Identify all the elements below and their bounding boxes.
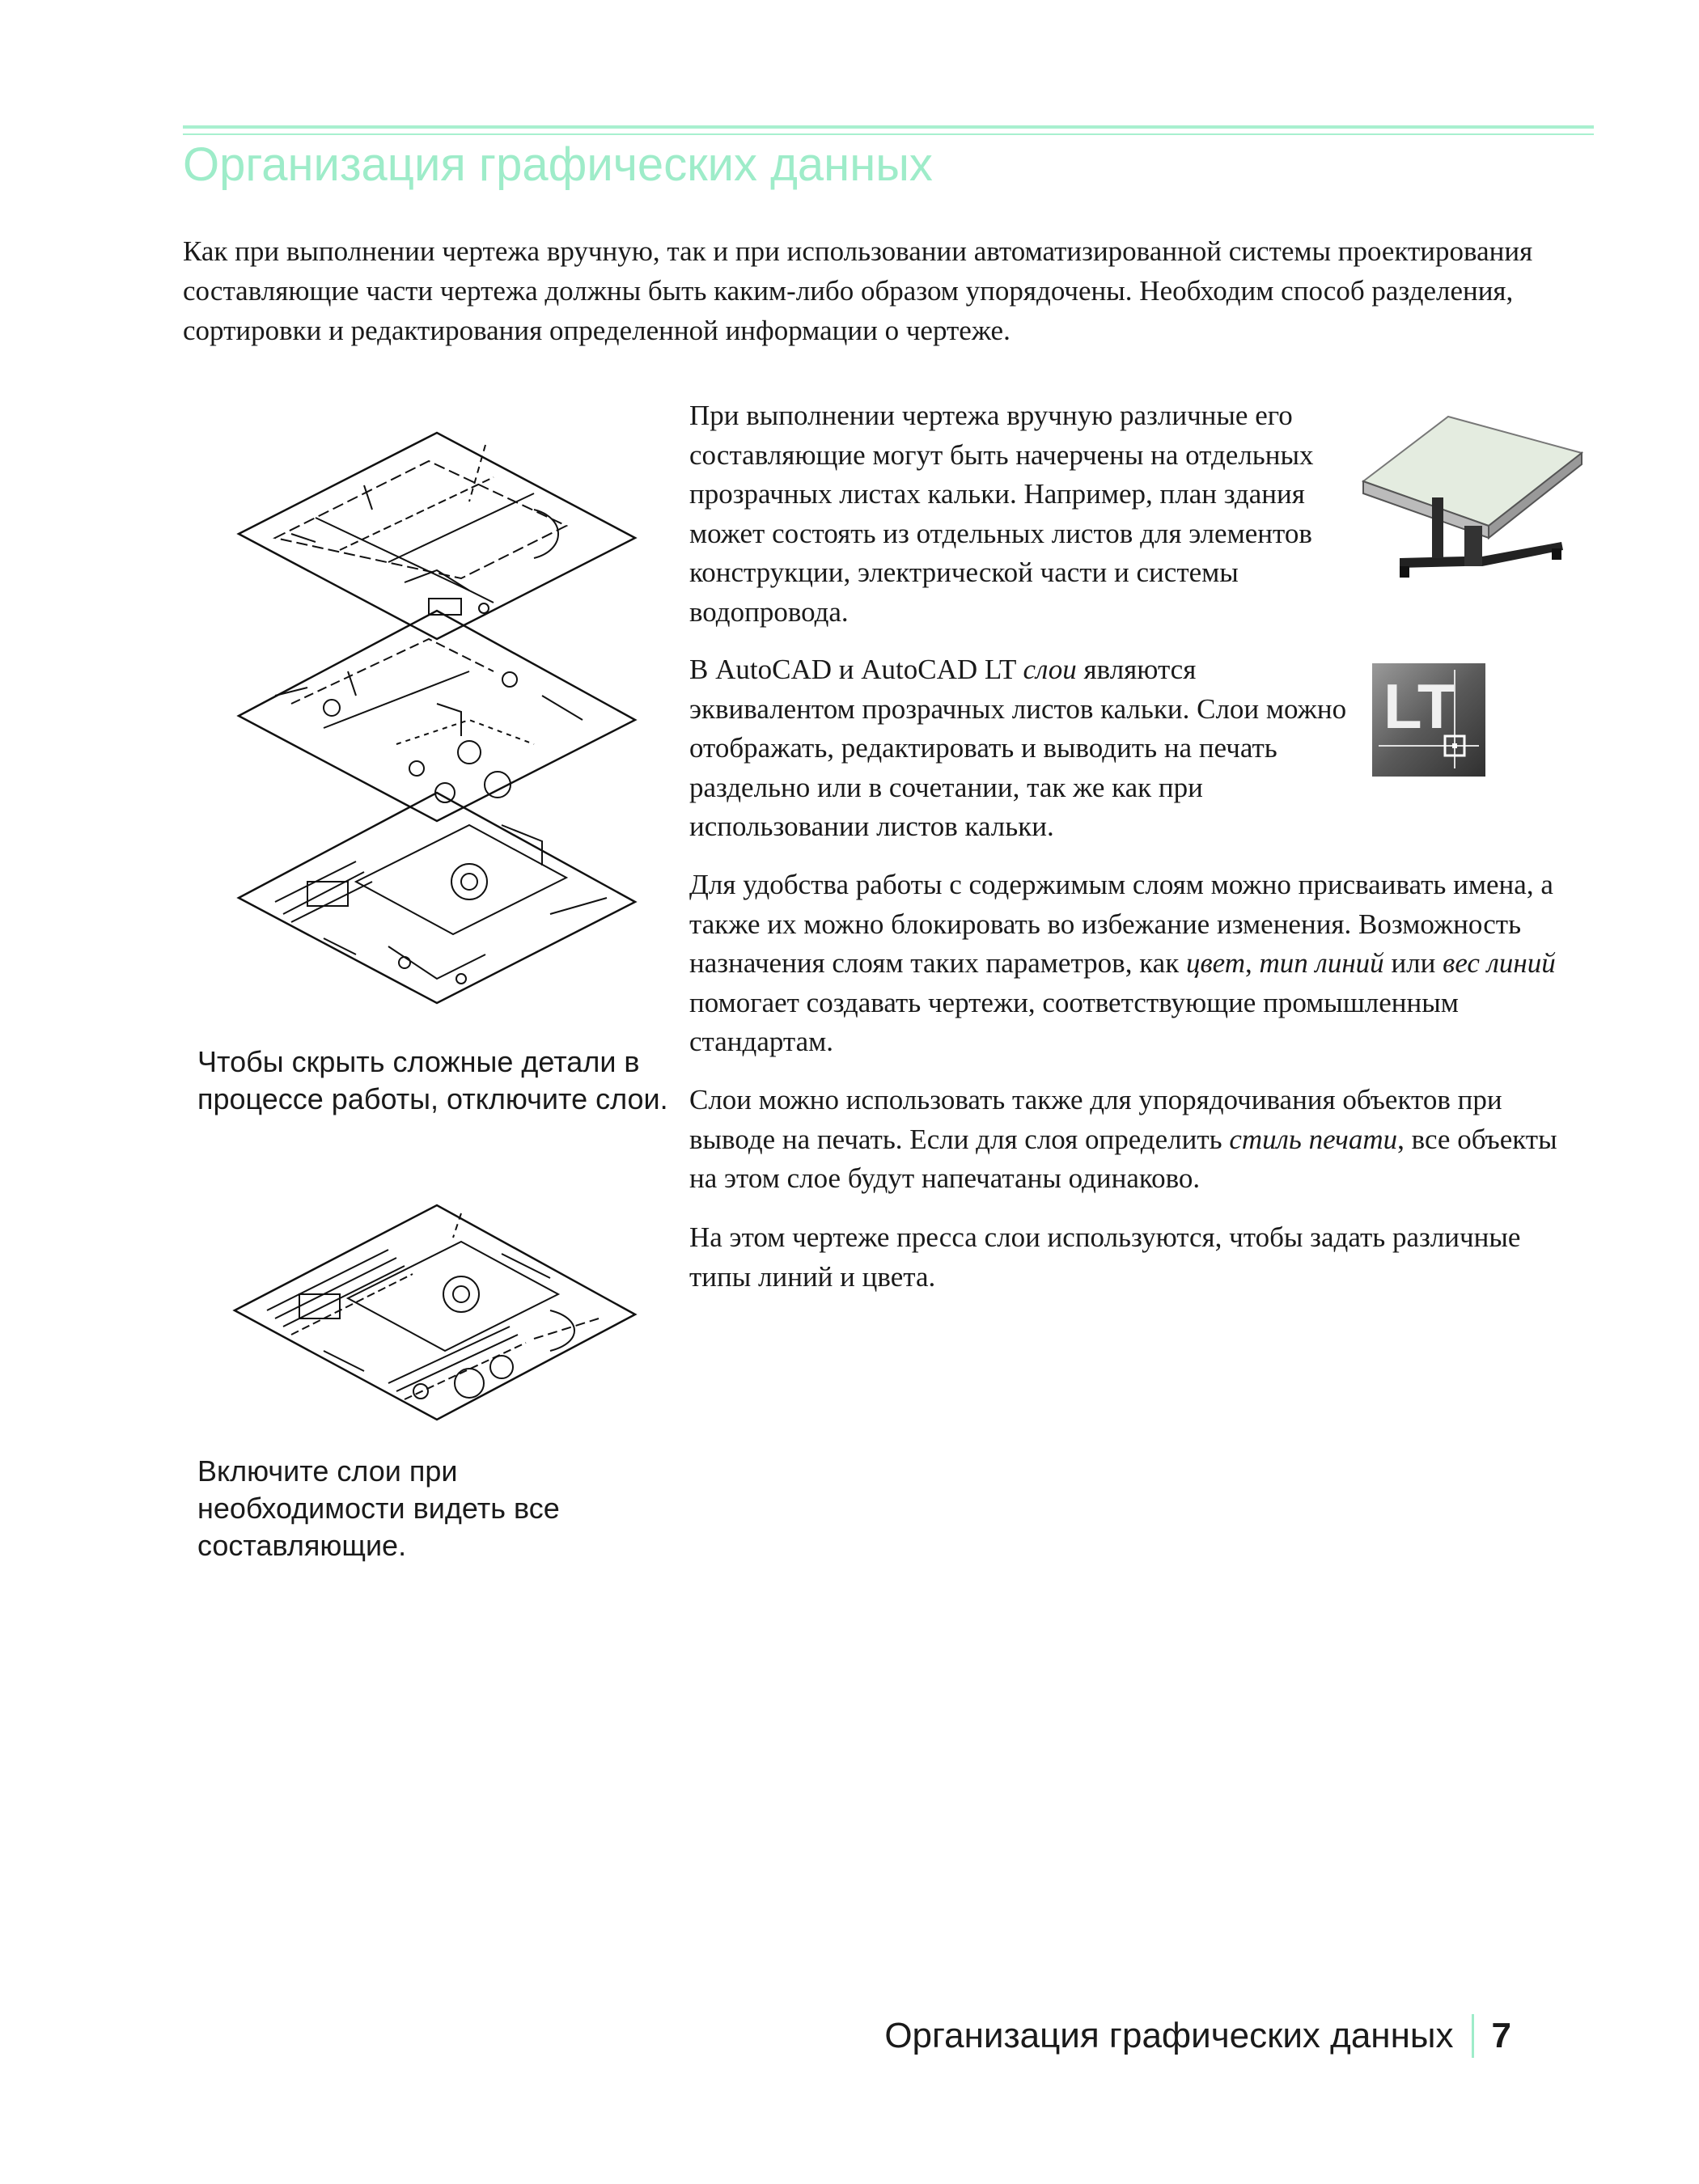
layer-sheet-bottom <box>239 793 635 1003</box>
autocad-lt-logo <box>1371 662 1487 778</box>
page-number: 7 <box>1491 2016 1511 2055</box>
page-footer <box>884 2014 1511 2058</box>
combined-sheet <box>235 1205 635 1420</box>
header-rule-top <box>183 125 1594 129</box>
footer-divider <box>1472 2014 1474 2058</box>
caption-layers-on: Включите слои при необходимости видеть все составляющие. <box>197 1454 560 1562</box>
footer-title: Организация графических данных <box>884 2016 1454 2055</box>
paragraph-plot-style: Слои можно использовать также для упорядочивания объектов при выводе на печать. Если для слоя определить стиль печати, все объекты на этом слое будут напечатаны одинаково. <box>689 1084 1557 1194</box>
paragraph-press-drawing: На этом чертеже пресса слои используются, чтобы задать различные типы линий и цвета. <box>689 1221 1521 1293</box>
combined-drawing-figure <box>227 1189 647 1448</box>
page-title: Организация графических данных <box>183 138 933 191</box>
header-rule-bottom <box>183 133 1594 135</box>
intro-paragraph: Как при выполнении чертежа вручную, так и при использовании автоматизированной системы проектирования составляющие части чертежа должны быть каким-либо образом упорядочены. Необходим способ разделения, сортировки и редактирования определенной информации о чертеже. <box>183 235 1533 346</box>
paragraph-layers-equivalent: В AutoCAD и AutoCAD LT слои являются эквивалентом прозрачных листов кальки. Слои можно отображать, редактировать и выводить на печать раздельно или в сочетании, так же как при использовании листов кальки. <box>689 654 1347 842</box>
caption-layers-off: Чтобы скрыть сложные детали в процессе работы, отключите слои. <box>197 1045 668 1115</box>
paragraph-layer-properties: Для удобства работы с содержимым слоям можно присваивать имена, а также их можно блокировать во избежание изменения. Возможность назначения слоям таких параметров, как цвет, тип линий или вес линий помогает создавать чертежи, соответствующие промышленным стандартам. <box>689 869 1556 1057</box>
exploded-layers-figure <box>227 429 647 1011</box>
drafting-table-image <box>1351 413 1586 582</box>
paragraph-manual-drafting: При выполнении чертежа вручную различные его составляющие могут быть начерчены на отдельных прозрачных листах кальки. Например, план здания может состоять из отдельных листов для элементов конструкции, электрической части и системы водопровода. <box>689 400 1314 628</box>
svg-text:LT: LT <box>1383 671 1456 742</box>
